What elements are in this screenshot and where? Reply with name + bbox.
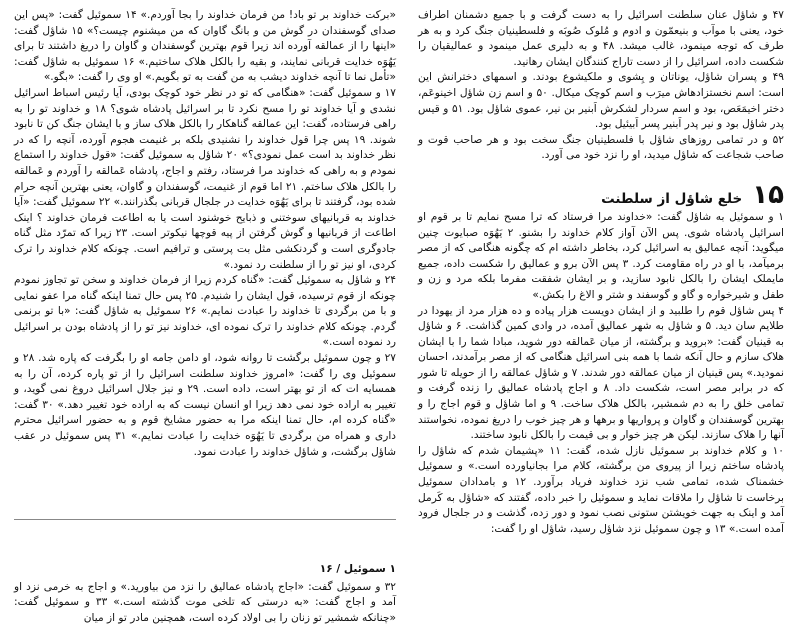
chapter-heading bbox=[418, 180, 784, 208]
paragraph-49-51: ۴۹ و پسران شاؤل، یوناتان و یِشوی و ملکیشوع بودند. و اسمهای دخترانش این است: اسم نخستزادهاش میرَب و اسم کوچک میکال. ۵۰ و اسم زن شاؤل اخینوعَم، دختر اخیمَعَص، بود و اسم سردار لشکرش اَبنیر بن نیر، عموی شاؤل بود. ۵۱ و قیس پدر شاؤل بود و نیر پدر اَبنیر پسر اَبیئیل بود. bbox=[418, 71, 784, 131]
paragraph-15-17-23: ۱۷ و سموئیل گفت: «هنگامی که تو در نظر خود کوچک بودی، آیا رئیس اسباط اسرائیل نشدی و آیا خداوند تو را مسح نکرد تا بر اسرائیل پادشاه شوی؟ ۱۸ و خداوند تو را به راهی فرستاده، گفت: این عمالقه گناهکار را بالکل هلاک ساز و با ایشان جنگ کن تا نابود شوند. ۱۹ پس چرا قول خداوند را نشنیدی بلکه بر غنیمت هجوم آورده، آنچه را که در نظر خداوند بد است عمل نمودی؟» ۲۰ شاؤل به سموئیل گفت: «قول خداوند را استماع نمودم و به راهی که خداوند مرا فرستاد، رفتم و اجاج، پادشاه عَمالقه را آوردم و عَمالقه را بالکل هلاک ساختم. ۲۱ اما قوم از غنیمت، گوسفندان و گاوان، یعنی بهترین آنچه حرام شده بود، گرفتند تا برای یَهُوَه خدایت در جلجال قربانی بگذرانند.» ۲۲ سموئیل گفت: «آیا خداوند به قربانیهای سوختنی و ذبایح خوشنود است یا به اطاعت فرمان خداوند ؟ اینک اطاعت از قربانیها و گوش گرفتن از پیه قوچها نیکوتر است. ۲۳ زیرا که تمرّد مثل گناه جادوگری است و گردنکشی مثل بت پرستی و ترافیم است. چونکه کلام خداوند را ترک کردی، او نیز تو را از سلطنت رد نمود.» bbox=[14, 86, 396, 271]
left-footer bbox=[14, 560, 396, 626]
left-column bbox=[14, 8, 396, 460]
chapter-number: ۱۵ bbox=[752, 179, 784, 210]
paragraph-47-48: ۴۷ و شاؤل عنان سلطنت اسرائیل را به دست گرفت و با جمیع دشمنان اطراف خود، یعنی با موآب و بنیعمّون و ادوم و مُلوک صُوبَه و فلسطینیان جنگ کرد و به هر طرف که توجه مینمود، غالب میشد. ۴۸ و به دلیری عمل مینمود و عمالیقیان را شکست داده، اسرائیل را از دست تاراج کنندگان ایشان رهانید. bbox=[418, 9, 784, 68]
paragraph-15-24-26: ۲۴ و شاؤل به سموئیل گفت: «گناه کردم زیرا از فرمان خداوند و سخن تو تجاوز نمودم چونکه از قوم ترسیده، قول ایشان را شنیدم. ۲۵ پس حال تمنا اینکه گناه مرا عفو نمایی و با من برگردی تا خداوند را عبادت نمایم.» ۲۶ سموئیل به شاؤل گفت: «با تو برنمی گردم. چونکه کلام خداوند را ترک نموده ای، خداوند نیز تو را از پادشاه بودن بر اسرائیل رد نموده است.» bbox=[14, 274, 396, 349]
page-reference: ۱ سموئیل / ۱۶ bbox=[319, 563, 396, 575]
paragraph-15-4-9: ۴ پس شاؤل قوم را طلبید و از ایشان دویست هزار پیاده و ده هزار مرد از یهودا در طلایم سان دید. ۵ و شاؤل به شهر عمالیق آمده، در وادی کمین گذاشت. ۶ و شاؤل به قینیان گفت: «بروید و برگشته، از میان عَمالقه دور شوید، مبادا شما را با ایشان هلاک سازم و حال آنکه شما با همه بنی اسرائیل هنگامی که از مصر برآمدند، احسان نمودید.» پس قینیان از میان عمالقه دور شدند. ۷ و شاؤل عمالقه را از حویله تا شور که در برابر مصر است، شکست داد. ۸ و اجاج پادشاه عمالیق را زنده گرفت و تمامی خلق را به دم شمشیر، بالکل هلاک ساخت. ۹ و اما شاؤل و قوم اجاج را و بهترین گوسفندان و گاوان و پرواریها و برهها و هر چیز خوب را دریغ نموده، نخواستند آنها را هلاک سازند. لیکن هر چیز خوار و بی قیمت را بالکل نابود ساختند. bbox=[418, 304, 784, 442]
paragraph-15-1-3: ۱ و سموئیل به شاؤل گفت: «خداوند مرا فرستاد که ترا مسح نمایم تا بر قوم او اسرائیل پادشاه شوی. پس الآن آواز کلام خداوند را بشنو. ۲ یَهُوَه صبایوت چنین میگوید: آنچه عمالیق به اسرائیل کرد، بخاطر داشته ام که چگونه هنگامی که از مصر برمیآمد، با او در راه مقاومت کرد. ۳ پس الآن برو و عمالیق را شکست داده، جمیع مایملک ایشان را بالکل نابود سازید، و بر ایشان شفقت مفرما بلکه مرد و زن و طفل و شیرخواره و گاو و گوسفند و شتر و الاغ را بکش.» bbox=[418, 210, 784, 301]
paragraph-15-13-16: «برکت خداوند بر تو باد! من فرمان خداوند را بجا آوردم.» ۱۴ سموئیل گفت: «پس این صدای گوسفندان در گوش من و بانگ گاوان که من میشنوم چیست؟» ۱۵ شاؤل گفت: «اینها را از عمالقه آورده اند زیرا قوم بهترین گوسفندان و گاوان را دریغ داشتند تا برای یَهُوَه خدایت قربانی نمایند، و بقیه را بالکل هلاک ساختیم.» ۱۶ سموئیل به شاؤل گفت: «تأمل نما تا آنچه خداوند دیشب به من گفت به تو بگویم.» او وی را گفت: «بگو.» bbox=[14, 9, 397, 84]
paragraph-15-27-31: ۲۷ و چون سموئیل برگشت تا روانه شود، او دامن جامه او را بگرفت که پاره شد. ۲۸ و سموئیل وی را گفت: «امروز خداوند سلطنت اسرائیل را از تو پاره کرده، آن را به همسایه ات که از تو بهتر است، داده است. ۲۹ و نیز جلال اسرائیل دروغ نمی گوید، و تغییر به اراده خود نمی دهد زیرا او انسان نیست که به اراده خود تغییر دهد.» ۳۰ گفت: «گناه کرده ام، حال تمنا اینکه مرا به حضور مشایخ قوم و به حضور اسرائیل محترم داری و همراه من برگردی تا یَهُوَه خدایت را عبادت نمایم.» ۳۱ پس سموئیل در عقب شاؤل برگشت، و شاؤل خداوند را عبادت نمود. bbox=[14, 352, 396, 458]
paragraph-15-10-13: ۱۰ و کلام خداوند بر سموئیل نازل شده، گفت: ۱۱ «پشیمان شدم که شاؤل را پادشاه ساختم زیرا از پیروی من برگشته، کلام مرا بجانیاورده است.» و سموئیل خشمناک شده، تمامی شب نزد خداوند فریاد برآورد. ۱۲ و بامدادان سموئیل برخاست تا شاؤل را ملاقات نماید و سموئیل را خبر داده، گفتند که «شاؤل به کَرمل آمد و اینک به جهت خویشتن ستونی نصب نمود و دور زده، گذشت و در جلجال فرود آمده است.» ۱۳ و چون سموئیل نزد شاؤل رسید، شاؤل او را گفت: bbox=[418, 444, 784, 535]
right-column bbox=[418, 8, 784, 537]
section-gap bbox=[418, 164, 784, 178]
footer-rule bbox=[14, 519, 396, 520]
paragraph-15-32-33: ۳۲ و سموئیل گفت: «اجاج پادشاه عمالیق را نزد من بیاورید.» و اجاج به خرمی نزد او آمد و اجاج گفت: «به درستی که تلخی موت گذشته است.» ۳۳ و سموئیل گفت: «چنانکه شمشیر تو زنان را بی اولاد کرده است، همچنین مادر تو از میان bbox=[14, 580, 396, 624]
paragraph-52: ۵۲ و در تمامی روزهای شاؤل با فلسطینیان جنگ سخت بود و هر صاحب قوت و صاحب شجاعت که شاؤل میدید، او را نزد خود می آورد. bbox=[418, 133, 784, 162]
chapter-title: خلع شاؤل از سلطنت bbox=[601, 190, 743, 207]
